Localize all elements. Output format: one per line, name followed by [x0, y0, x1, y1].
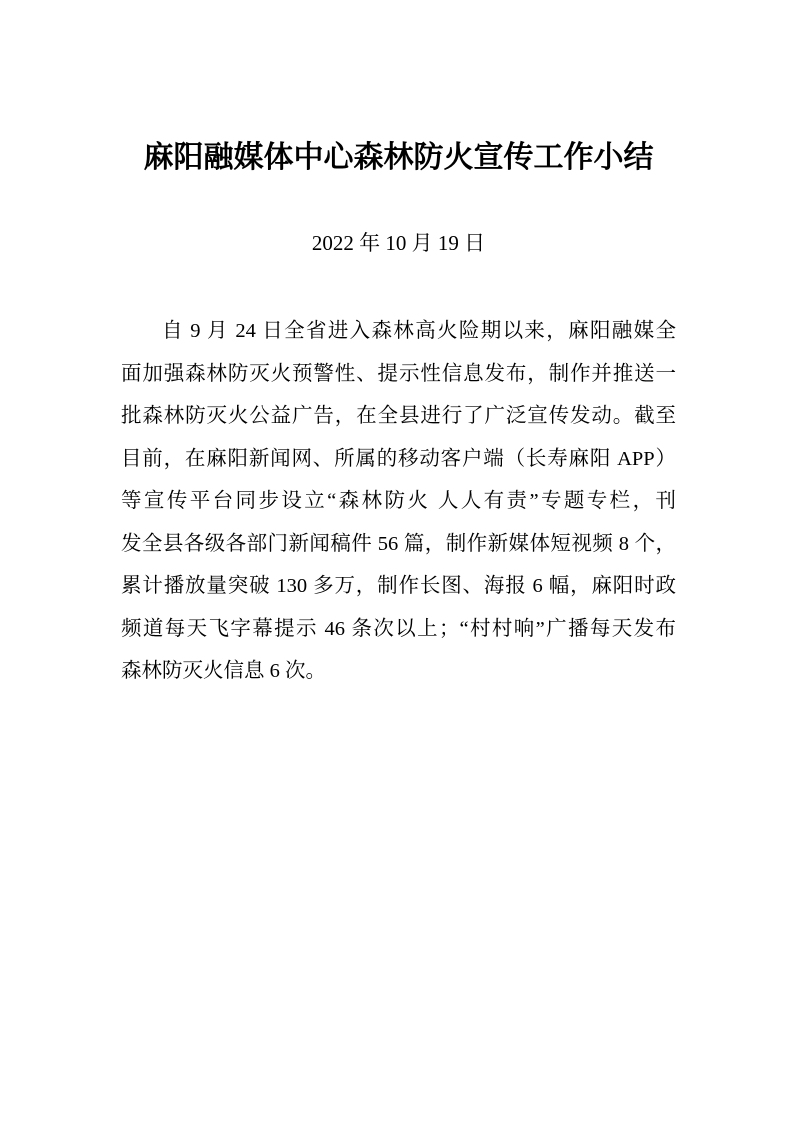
- paragraph-line: 等宣传平台同步设立“森林防火 人人有责”专题专栏，刊: [121, 490, 676, 512]
- paragraph-line: 森林防灭火信息 6 次。: [121, 660, 326, 682]
- paragraph-line: 频道每天飞字幕提示 46 条次以上；“村村响”广播每天发布: [121, 617, 676, 640]
- document-title: 麻阳融媒体中心森林防火宣传工作小结: [143, 141, 654, 174]
- paragraph-line: 累计播放量突破 130 多万，制作长图、海报 6 幅，麻阳时政: [121, 575, 676, 597]
- document-body: [121, 310, 676, 693]
- paragraph-line: 自 9 月 24 日全省进入森林高火险期以来，麻阳融媒全: [162, 320, 676, 342]
- paragraph-line: 面加强森林防灭火预警性、提示性信息发布，制作并推送一: [121, 362, 676, 385]
- paragraph-line: 目前，在麻阳新闻网、所属的移动客户端（长寿麻阳 APP）: [121, 447, 676, 470]
- document-date: 2022 年 10 月 19 日: [311, 231, 486, 255]
- paragraph-line: 批森林防灭火公益广告，在全县进行了广泛宣传发动。截至: [121, 405, 676, 427]
- paragraph-line: 发全县各级各部门新闻稿件 56 篇，制作新媒体短视频 8 个，: [121, 532, 676, 555]
